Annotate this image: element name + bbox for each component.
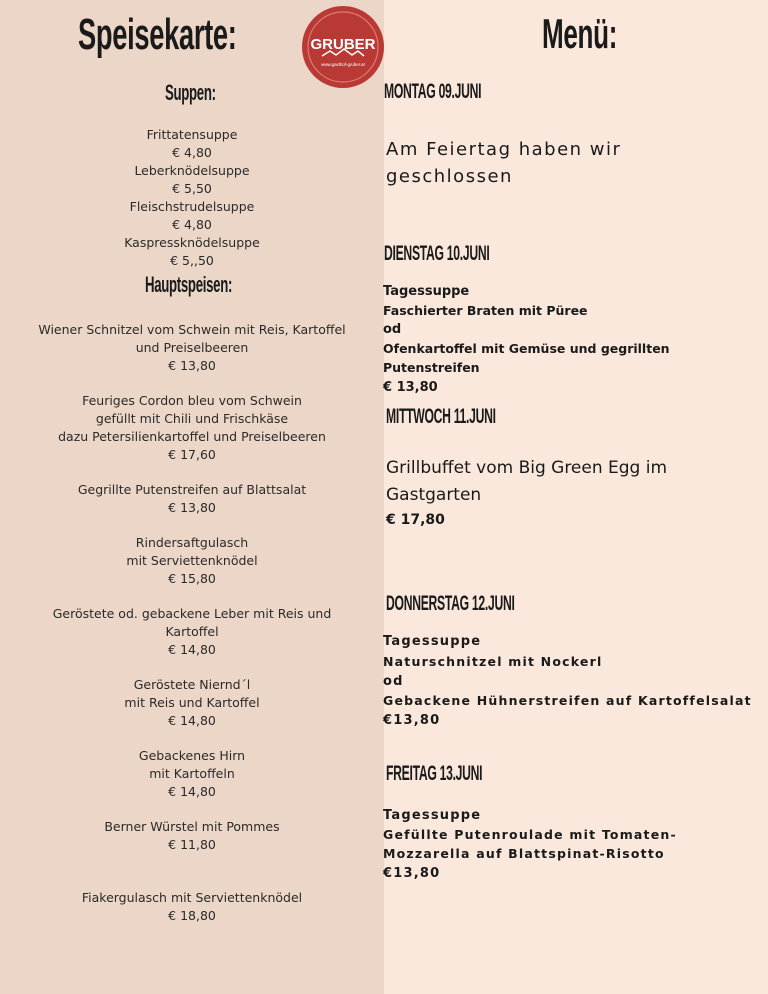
- donnerstag-soup: Tagessuppe: [383, 634, 482, 649]
- donnerstag-line: Naturschnitzel mit Nockerl: [383, 654, 603, 669]
- main-line: dazu Petersilienkartoffel und Preiselbeeren: [58, 429, 326, 444]
- main-item: [0, 889, 384, 925]
- freitag-line: Mozzarella auf Blattspinat-Risotto: [383, 846, 665, 861]
- dienstag-line: Ofenkartoffel mit Gemüse und gegrillten: [383, 341, 670, 356]
- day-heading-montag: MONTAG 09.JUNI: [384, 80, 482, 103]
- main-price: € 15,80: [168, 571, 216, 586]
- main-price: € 14,80: [168, 784, 216, 799]
- freitag-soup: Tagessuppe: [383, 808, 482, 823]
- main-line: mit Serviettenknödel: [126, 553, 258, 568]
- main-line: Geröstete od. gebackene Leber mit Reis und: [52, 606, 332, 621]
- main-line: Kartoffel: [165, 624, 219, 639]
- main-line: Feuriges Cordon bleu vom Schwein: [82, 393, 302, 408]
- montag-closed-text: [386, 136, 621, 190]
- main-price: € 14,80: [168, 713, 216, 728]
- main-item: [0, 605, 384, 659]
- freitag-line: Gefüllte Putenroulade mit Tomaten-: [383, 827, 677, 842]
- soup-name: Leberknödelsuppe: [134, 163, 250, 178]
- main-line: Berner Würstel mit Pommes: [104, 819, 280, 834]
- main-item: [0, 676, 384, 730]
- main-line: gefüllt mit Chili und Frischkäse: [95, 411, 289, 426]
- donnerstag-price: €13,80: [383, 713, 441, 728]
- main-item: [0, 747, 384, 801]
- main-price: € 11,80: [168, 837, 216, 852]
- donnerstag-or: od: [383, 674, 404, 689]
- main-price: € 13,80: [168, 500, 216, 515]
- soup-price: € 4,80: [172, 145, 212, 160]
- logo-url: www.gasthof-gruber.at: [321, 62, 365, 67]
- mittwoch-line: Gastgarten: [386, 485, 482, 505]
- soup-price: € 5,,50: [170, 253, 214, 268]
- suppen-heading: Suppen:: [165, 80, 216, 105]
- main-line: Geröstete Niernd´l: [133, 677, 251, 692]
- freitag-price: €13,80: [383, 866, 441, 881]
- main-price: € 13,80: [168, 358, 216, 373]
- main-line: Gebackenes Hirn: [138, 748, 246, 763]
- main-price: € 18,80: [168, 908, 216, 923]
- dienstag-or: od: [383, 322, 402, 337]
- main-line: mit Reis und Kartoffel: [124, 695, 260, 710]
- main-item: [0, 392, 384, 464]
- soup-price: € 5,50: [172, 181, 212, 196]
- menu-title: Menü:: [542, 10, 618, 57]
- speisekarte-title: Speisekarte:: [78, 10, 237, 59]
- logo-brand: GRUBER: [310, 36, 376, 53]
- main-line: Rindersaftgulasch: [135, 535, 249, 550]
- day-heading-dienstag: DIENSTAG 10.JUNI: [384, 242, 490, 265]
- main-line: Fiakergulasch mit Serviettenknödel: [81, 890, 303, 905]
- day-heading-donnerstag: DONNERSTAG 12.JUNI: [386, 592, 515, 615]
- gruber-logo: [300, 4, 386, 90]
- day-heading-mittwoch: MITTWOCH 11.JUNI: [386, 405, 496, 428]
- main-item: [0, 534, 384, 588]
- soup-price: € 4,80: [172, 217, 212, 232]
- mittwoch-text: [386, 455, 667, 509]
- soup-name: Fleischstrudelsuppe: [129, 199, 255, 214]
- hauptspeisen-heading: Hauptspeisen:: [145, 272, 233, 297]
- main-item: [0, 481, 384, 517]
- main-price: € 17,60: [168, 447, 216, 462]
- main-line: Gegrillte Putenstreifen auf Blattsalat: [77, 482, 307, 497]
- soup-name: Frittatensuppe: [146, 127, 238, 142]
- main-item: [0, 321, 384, 375]
- soup-item: [0, 126, 384, 270]
- dienstag-soup: Tagessuppe: [383, 284, 470, 299]
- main-price: € 14,80: [168, 642, 216, 657]
- dienstag-line: Putenstreifen: [383, 360, 480, 375]
- main-line: Wiener Schnitzel vom Schwein mit Reis, Kartoffel: [38, 322, 346, 337]
- montag-line: geschlossen: [386, 166, 513, 187]
- mittwoch-price: € 17,80: [386, 512, 445, 528]
- dienstag-line: Faschierter Braten mit Püree: [383, 303, 588, 318]
- soup-name: Kaspressknödelsuppe: [124, 235, 260, 250]
- montag-line: Am Feiertag haben wir: [386, 139, 622, 160]
- main-line: und Preiselbeeren: [135, 340, 249, 355]
- mittwoch-line: Grillbuffet vom Big Green Egg im: [386, 458, 668, 478]
- dienstag-price: € 13,80: [383, 380, 438, 395]
- main-line: mit Kartoffeln: [149, 766, 235, 781]
- donnerstag-line: Gebackene Hühnerstreifen auf Kartoffelsalat: [383, 693, 752, 708]
- main-item: [0, 818, 384, 854]
- day-heading-freitag: FREITAG 13.JUNI: [386, 762, 483, 785]
